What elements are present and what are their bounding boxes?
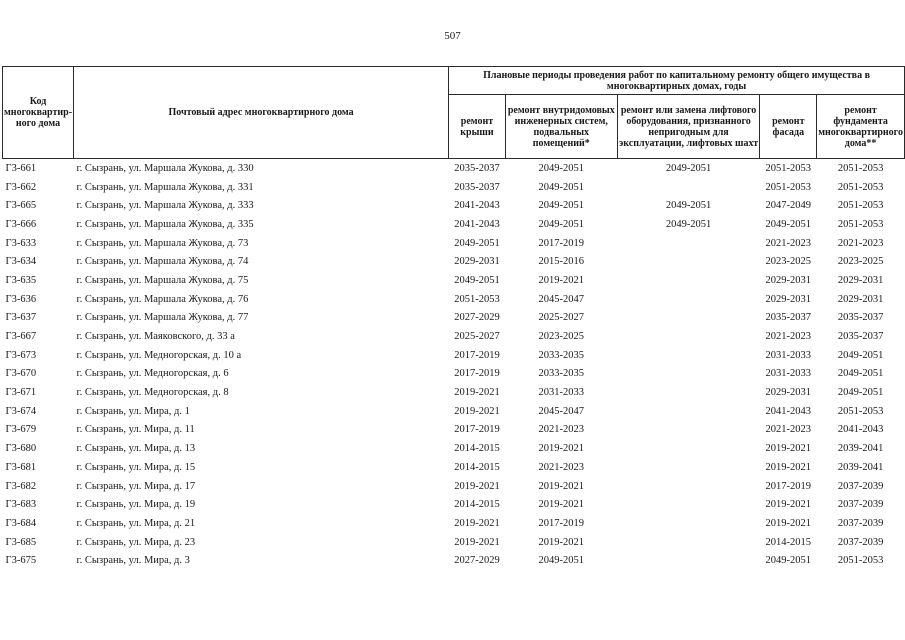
cell-address: г. Сызрань, ул. Мира, д. 21 — [76, 517, 196, 529]
cell-systems: 2021-2023 — [538, 424, 585, 436]
cell-code: Г3-667 — [5, 331, 37, 343]
cell-lift — [617, 309, 760, 328]
cell-roof: 2014-2015 — [454, 461, 500, 473]
cell-roof: 2019-2021 — [454, 405, 500, 417]
cell-facade: 2021-2023 — [765, 424, 812, 436]
cell-roof: 2017-2019 — [454, 349, 500, 361]
cell-facade: 2029-2031 — [765, 293, 812, 305]
cell-foundation: 2049-2051 — [837, 349, 884, 361]
cell-foundation: 2041-2043 — [837, 424, 884, 436]
cell-roof: 2027-2029 — [454, 312, 500, 324]
cell-foundation: 2029-2031 — [837, 293, 884, 305]
cell-systems: 2015-2016 — [538, 256, 585, 268]
cell-address: г. Сызрань, ул. Маршала Жукова, д. 331 — [76, 181, 254, 193]
cell-facade: 2051-2053 — [765, 181, 812, 193]
table-row — [3, 421, 905, 440]
cell-roof: 2014-2015 — [454, 499, 500, 511]
cell-roof: 2017-2019 — [454, 424, 500, 436]
cell-foundation: 2051-2053 — [837, 405, 884, 417]
table-row — [3, 309, 905, 328]
cell-systems: 2017-2019 — [538, 237, 585, 249]
cell-facade: 2019-2021 — [765, 443, 812, 455]
cell-systems: 2019-2021 — [538, 499, 585, 511]
cell-facade: 2049-2051 — [765, 218, 812, 230]
cell-foundation: 2023-2025 — [837, 256, 884, 268]
cell-code: Г3-633 — [5, 237, 37, 249]
cell-foundation: 2037-2039 — [837, 480, 884, 492]
cell-systems: 2019-2021 — [538, 443, 585, 455]
cell-code: Г3-634 — [5, 256, 37, 268]
cell-systems: 2019-2021 — [538, 480, 585, 492]
table-row — [3, 196, 905, 215]
cell-foundation: 2049-2051 — [837, 387, 884, 399]
cell-lift — [617, 551, 760, 570]
cell-systems: 2023-2025 — [538, 331, 585, 343]
cell-lift — [617, 383, 760, 402]
table-row — [3, 178, 905, 197]
table-row — [3, 327, 905, 346]
cell-facade: 2041-2043 — [765, 405, 812, 417]
cell-roof: 2014-2015 — [454, 443, 500, 455]
cell-code: Г3-665 — [5, 200, 37, 212]
cell-roof: 2025-2027 — [454, 331, 500, 343]
cell-systems: 2049-2051 — [538, 181, 585, 193]
table-row — [3, 271, 905, 290]
cell-facade: 2019-2021 — [765, 461, 812, 473]
cell-systems: 2031-2033 — [538, 387, 585, 399]
cell-address: г. Сызрань, ул. Маршала Жукова, д. 77 — [76, 312, 249, 324]
cell-roof: 2019-2021 — [454, 387, 500, 399]
cell-facade: 2021-2023 — [765, 331, 812, 343]
cell-address: г. Сызрань, ул. Маршала Жукова, д. 74 — [76, 256, 249, 268]
cell-systems: 2033-2035 — [538, 349, 585, 361]
cell-code: Г3-673 — [5, 349, 37, 361]
cell-code: Г3-666 — [5, 218, 37, 230]
cell-code: Г3-674 — [5, 405, 37, 417]
table-row — [3, 234, 905, 253]
cell-code: Г3-679 — [5, 424, 37, 436]
cell-roof: 2019-2021 — [454, 536, 500, 548]
cell-facade: 2049-2051 — [765, 555, 812, 567]
cell-facade: 2021-2023 — [765, 237, 812, 249]
page-number: 507 — [444, 30, 461, 42]
cell-code: Г3-680 — [5, 443, 37, 455]
cell-lift — [617, 365, 760, 384]
header-systems: ремонт внутридомовых инженерных систем, подвальных помещений* — [505, 95, 617, 159]
cell-roof: 2051-2053 — [454, 293, 500, 305]
cell-facade: 2047-2049 — [765, 200, 812, 212]
cell-code: Г3-675 — [5, 555, 37, 567]
cell-roof: 2049-2051 — [454, 274, 500, 286]
cell-lift — [617, 327, 760, 346]
header-periods: Плановые периоды проведения работ по капитальному ремонту общего имущества в многоквартирных домах, годы — [449, 67, 905, 95]
table-row — [3, 290, 905, 309]
cell-lift — [617, 458, 760, 477]
cell-lift: 2049-2051 — [665, 200, 712, 212]
cell-facade: 2035-2037 — [765, 312, 812, 324]
cell-address: г. Сызрань, ул. Мира, д. 1 — [76, 405, 190, 417]
cell-roof: 2035-2037 — [454, 181, 500, 193]
cell-address: г. Сызрань, ул. Маршала Жукова, д. 333 — [76, 200, 254, 212]
table-row — [3, 477, 905, 496]
header-code: Код многоквартир-ного дома — [3, 67, 74, 159]
cell-foundation: 2037-2039 — [837, 536, 884, 548]
cell-lift — [617, 533, 760, 552]
cell-code: Г3-684 — [5, 517, 37, 529]
cell-facade: 2031-2033 — [765, 368, 812, 380]
cell-address: г. Сызрань, ул. Маршала Жукова, д. 76 — [76, 293, 249, 305]
cell-facade: 2017-2019 — [765, 480, 812, 492]
cell-foundation: 2049-2051 — [837, 368, 884, 380]
table-row — [3, 252, 905, 271]
cell-roof: 2035-2037 — [454, 162, 500, 174]
cell-foundation: 2035-2037 — [837, 331, 884, 343]
table-row — [3, 458, 905, 477]
cell-roof: 2019-2021 — [454, 517, 500, 529]
cell-facade: 2029-2031 — [765, 387, 812, 399]
cell-address: г. Сызрань, ул. Мира, д. 11 — [76, 424, 195, 436]
cell-address: г. Сызрань, ул. Мира, д. 3 — [76, 555, 190, 567]
cell-lift — [617, 178, 760, 197]
cell-systems: 2025-2027 — [538, 312, 585, 324]
cell-facade: 2051-2053 — [765, 162, 812, 174]
cell-lift: 2049-2051 — [665, 218, 712, 230]
cell-lift — [617, 421, 760, 440]
cell-code: Г3-685 — [5, 536, 37, 548]
cell-systems: 2019-2021 — [538, 536, 585, 548]
cell-lift: 2049-2051 — [665, 162, 712, 174]
cell-address: г. Сызрань, ул. Маяковского, д. 33 а — [76, 331, 235, 343]
cell-address: г. Сызрань, ул. Маршала Жукова, д. 335 — [76, 218, 254, 230]
table-body — [3, 159, 905, 571]
table-row — [3, 159, 905, 178]
cell-roof: 2019-2021 — [454, 480, 500, 492]
cell-code: Г3-682 — [5, 480, 37, 492]
cell-foundation: 2035-2037 — [837, 312, 884, 324]
cell-systems: 2049-2051 — [538, 162, 585, 174]
cell-code: Г3-636 — [5, 293, 37, 305]
cell-lift — [617, 290, 760, 309]
cell-systems: 2045-2047 — [538, 405, 585, 417]
cell-code: Г3-637 — [5, 312, 37, 324]
cell-lift — [617, 346, 760, 365]
cell-systems: 2049-2051 — [538, 200, 585, 212]
cell-code: Г3-683 — [5, 499, 37, 511]
header-row-top — [3, 67, 905, 95]
cell-foundation: 2039-2041 — [837, 443, 884, 455]
cell-roof: 2041-2043 — [454, 200, 500, 212]
cell-systems: 2019-2021 — [538, 274, 585, 286]
cell-foundation: 2051-2053 — [837, 162, 884, 174]
cell-foundation: 2029-2031 — [837, 274, 884, 286]
table-row — [3, 346, 905, 365]
cell-lift — [617, 234, 760, 253]
cell-facade: 2014-2015 — [765, 536, 812, 548]
header-foundation: ремонт фундамента многоквартирного дома** — [817, 95, 905, 159]
cell-address: г. Сызрань, ул. Мира, д. 19 — [76, 499, 196, 511]
cell-foundation: 2051-2053 — [837, 555, 884, 567]
cell-code: Г3-681 — [5, 461, 37, 473]
cell-address: г. Сызрань, ул. Мира, д. 17 — [76, 480, 196, 492]
table-row — [3, 533, 905, 552]
cell-roof: 2027-2029 — [454, 555, 500, 567]
cell-systems: 2017-2019 — [538, 517, 585, 529]
cell-systems: 2021-2023 — [538, 461, 585, 473]
table-row — [3, 514, 905, 533]
cell-facade: 2019-2021 — [765, 517, 812, 529]
table-row — [3, 215, 905, 234]
header-lift: ремонт или замена лифтового оборудования, признанного непригодным для эксплуатации, лифтовых шахт — [617, 95, 760, 159]
cell-code: Г3-670 — [5, 368, 37, 380]
cell-roof: 2041-2043 — [454, 218, 500, 230]
cell-roof: 2049-2051 — [454, 237, 500, 249]
cell-foundation: 2051-2053 — [837, 200, 884, 212]
cell-address: г. Сызрань, ул. Медногорская, д. 6 — [76, 368, 229, 380]
cell-roof: 2029-2031 — [454, 256, 500, 268]
cell-foundation: 2051-2053 — [837, 218, 884, 230]
cell-facade: 2019-2021 — [765, 499, 812, 511]
capital-repair-table — [2, 66, 905, 570]
cell-foundation: 2051-2053 — [837, 181, 884, 193]
cell-lift — [617, 402, 760, 421]
cell-facade: 2031-2033 — [765, 349, 812, 361]
header-address: Почтовый адрес многоквартирного дома — [74, 67, 449, 159]
cell-code: Г3-662 — [5, 181, 37, 193]
cell-address: г. Сызрань, ул. Маршала Жукова, д. 330 — [76, 162, 254, 174]
table-row — [3, 439, 905, 458]
cell-foundation: 2037-2039 — [837, 499, 884, 511]
cell-lift — [617, 514, 760, 533]
cell-facade: 2029-2031 — [765, 274, 812, 286]
cell-lift — [617, 495, 760, 514]
cell-address: г. Сызрань, ул. Мира, д. 23 — [76, 536, 196, 548]
cell-address: г. Сызрань, ул. Медногорская, д. 8 — [76, 387, 229, 399]
table-row — [3, 402, 905, 421]
cell-lift — [617, 439, 760, 458]
cell-lift — [617, 252, 760, 271]
cell-lift — [617, 271, 760, 290]
cell-address: г. Сызрань, ул. Мира, д. 13 — [76, 443, 196, 455]
cell-code: Г3-661 — [5, 162, 37, 174]
cell-systems: 2049-2051 — [538, 218, 585, 230]
table-row — [3, 551, 905, 570]
header-roof: ремонт крыши — [449, 95, 506, 159]
cell-foundation: 2037-2039 — [837, 517, 884, 529]
cell-address: г. Сызрань, ул. Маршала Жукова, д. 73 — [76, 237, 249, 249]
cell-code: Г3-635 — [5, 274, 37, 286]
cell-systems: 2049-2051 — [538, 555, 585, 567]
cell-systems: 2045-2047 — [538, 293, 585, 305]
cell-lift — [617, 477, 760, 496]
header-facade: ремонт фасада — [760, 95, 817, 159]
table-row — [3, 495, 905, 514]
cell-systems: 2033-2035 — [538, 368, 585, 380]
cell-address: г. Сызрань, ул. Маршала Жукова, д. 75 — [76, 274, 249, 286]
cell-facade: 2023-2025 — [765, 256, 812, 268]
cell-foundation: 2021-2023 — [837, 237, 884, 249]
table-row — [3, 365, 905, 384]
cell-roof: 2017-2019 — [454, 368, 500, 380]
cell-address: г. Сызрань, ул. Медногорская, д. 10 а — [76, 349, 242, 361]
cell-foundation: 2039-2041 — [837, 461, 884, 473]
table-row — [3, 383, 905, 402]
cell-code: Г3-671 — [5, 387, 37, 399]
cell-address: г. Сызрань, ул. Мира, д. 15 — [76, 461, 196, 473]
